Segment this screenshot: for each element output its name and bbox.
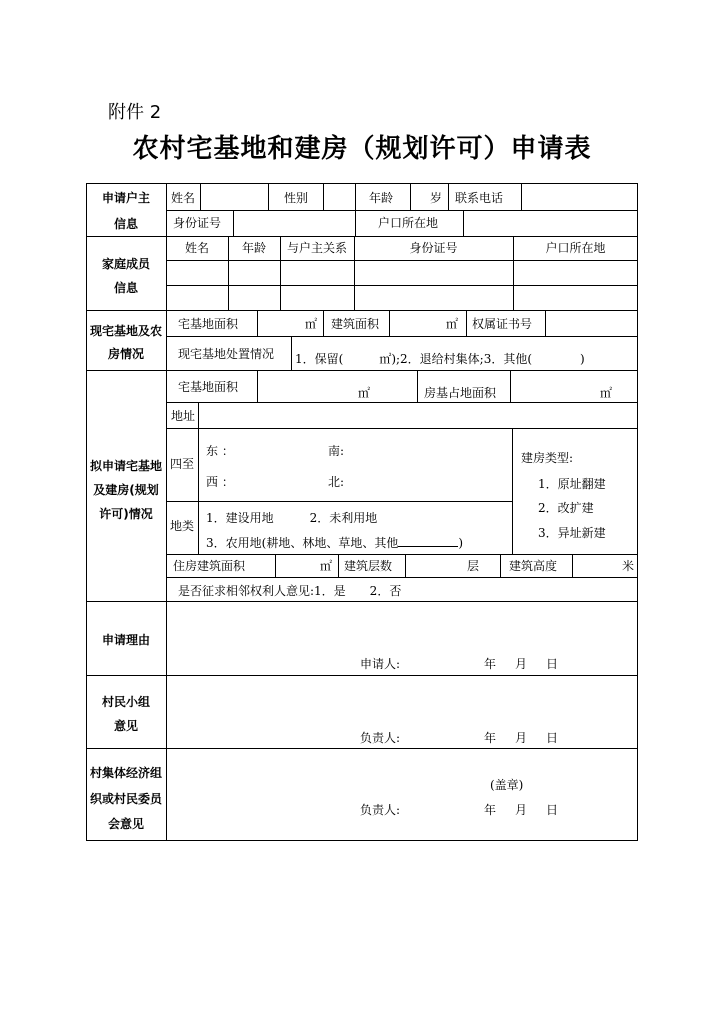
- family-header-name: 姓名: [184, 241, 209, 255]
- collective-day: 日: [546, 803, 559, 817]
- existing-section-label-2: 房情况: [107, 347, 144, 361]
- group-section-label-1: 村民小组: [101, 695, 150, 709]
- collective-month: 月: [515, 803, 528, 817]
- existing-cert-label: 权属证书号: [472, 317, 533, 331]
- proposed-build-type-1: 1．原址翻建: [538, 477, 606, 491]
- proposed-section-label-2: 及建房(规划: [93, 483, 159, 497]
- proposed-south-label: 南:: [328, 444, 345, 458]
- proposed-west-label: 西 ：: [206, 475, 234, 489]
- group-month: 月: [515, 731, 528, 745]
- proposed-footprint-unit: ㎡: [600, 386, 613, 400]
- existing-building-area-unit: ㎡: [446, 317, 459, 331]
- group-year: 年: [484, 731, 497, 745]
- proposed-land-option-2-text: 3．农用地(耕地、林地、草地、其他: [206, 536, 399, 550]
- proposed-height-label: 建筑高度: [509, 559, 558, 573]
- proposed-plot-area-unit: ㎡: [358, 386, 371, 400]
- proposed-residential-area-unit: ㎡: [320, 559, 333, 573]
- family-header-age: 年龄: [241, 241, 266, 255]
- reason-month: 月: [515, 657, 528, 671]
- proposed-plot-area-label: 宅基地面积: [178, 380, 239, 394]
- applicant-name-label: 姓名: [171, 191, 196, 205]
- collective-section-label-3: 会意见: [107, 817, 144, 831]
- reason-signer-label: 申请人:: [360, 657, 401, 671]
- existing-section-label-1: 现宅基地及农: [89, 324, 162, 338]
- collective-section-label-2: 织或村民委员: [89, 792, 162, 806]
- reason-year: 年: [484, 657, 497, 671]
- existing-disposal-label: 现宅基地处置情况: [178, 347, 275, 361]
- collective-seal-label: (盖章): [490, 778, 524, 792]
- family-header-id: 身份证号: [409, 241, 458, 255]
- family-header-hukou: 户口所在地: [545, 241, 606, 255]
- proposed-height-unit: 米: [622, 559, 635, 573]
- proposed-footprint-label: 房基占地面积: [424, 386, 497, 400]
- proposed-floors-label: 建筑层数: [344, 559, 393, 573]
- proposed-section-label-3: 许可)情况: [99, 507, 153, 521]
- group-signer-label: 负责人:: [360, 731, 401, 745]
- applicant-section-label-2: 信息: [113, 217, 138, 231]
- family-section-label-2: 信息: [113, 281, 138, 295]
- existing-building-area-label: 建筑面积: [331, 317, 380, 331]
- proposed-neighbor-opinion: 是否征求相邻权利人意见:1．是 2．否: [178, 584, 402, 598]
- existing-plot-area-label: 宅基地面积: [178, 317, 239, 331]
- proposed-build-type-3: 3．异址新建: [538, 526, 606, 540]
- proposed-build-type-2: 2．改扩建: [538, 501, 594, 515]
- proposed-build-type-title: 建房类型:: [521, 451, 574, 465]
- proposed-land-type-label: 地类: [170, 519, 195, 533]
- group-section-label-2: 意见: [113, 719, 138, 733]
- applicant-age-unit: 岁: [430, 191, 443, 205]
- applicant-hukou-label: 户口所在地: [378, 216, 439, 230]
- proposed-east-label: 东 ：: [206, 444, 234, 458]
- applicant-id-label: 身份证号: [173, 216, 222, 230]
- existing-plot-area-unit: ㎡: [305, 317, 318, 331]
- proposed-land-other-blank[interactable]: [398, 535, 458, 547]
- proposed-residential-area-label: 住房建筑面积: [173, 559, 246, 573]
- attachment-label: 附件 2: [108, 102, 162, 123]
- proposed-boundaries-label: 四至: [170, 457, 195, 471]
- reason-section-label: 申请理由: [101, 633, 150, 647]
- proposed-land-option-1: 1．建设用地 2．未利用地: [206, 511, 378, 525]
- applicant-age-label: 年龄: [369, 191, 394, 205]
- group-day: 日: [546, 731, 559, 745]
- page-title: 农村宅基地和建房（规划许可）申请表: [132, 134, 592, 164]
- collective-section-label-1: 村集体经济组: [89, 766, 162, 780]
- proposed-north-label: 北:: [328, 475, 345, 489]
- collective-year: 年: [484, 803, 497, 817]
- proposed-land-option-2: [206, 535, 463, 550]
- family-section-label-1: 家庭成员: [101, 257, 150, 271]
- applicant-phone-label: 联系电话: [455, 191, 504, 205]
- applicant-gender-label: 性别: [284, 191, 309, 205]
- proposed-floors-unit: 层: [467, 559, 480, 573]
- existing-disposal-options: 1．保留( ㎡);2．退给村集体;3．其他( ): [295, 352, 585, 366]
- collective-signer-label: 负责人:: [360, 803, 401, 817]
- applicant-section-label-1: 申请户主: [101, 191, 150, 205]
- proposed-land-option-2-end: ): [458, 536, 464, 550]
- family-header-relation: 与户主关系: [286, 241, 347, 255]
- proposed-address-label: 地址: [171, 409, 196, 423]
- reason-day: 日: [546, 657, 559, 671]
- proposed-section-label-1: 拟申请宅基地: [89, 459, 162, 473]
